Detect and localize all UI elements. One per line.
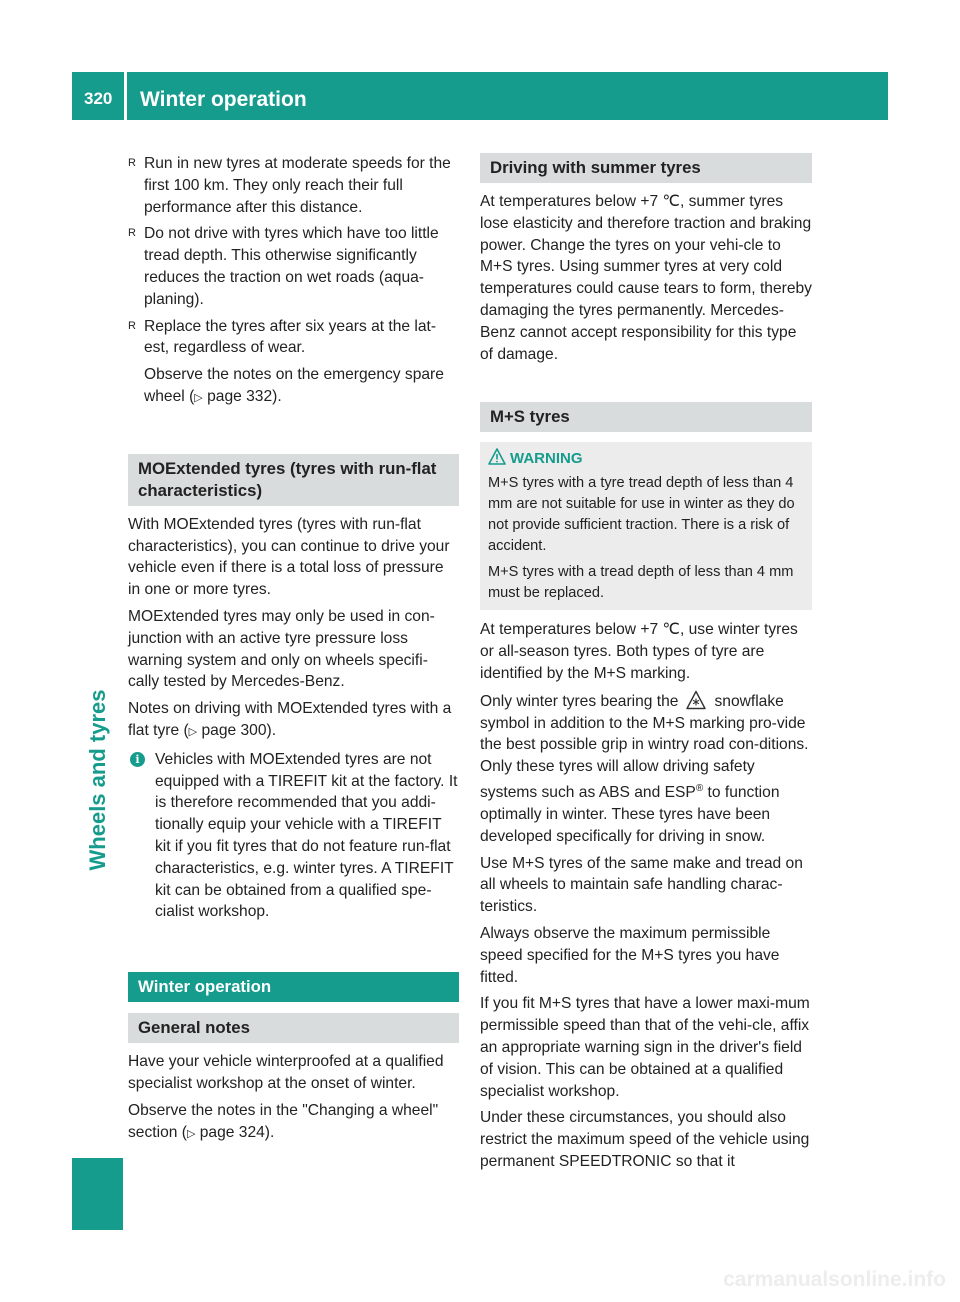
warning-header <box>488 448 804 469</box>
list-item <box>128 153 459 218</box>
bullet-text: Do not drive with tyres which have too little tread depth. This otherwise significantly reduces the traction on wet roads (aqua-planing). <box>144 225 439 308</box>
bullet-marker: R <box>128 227 136 240</box>
paragraph-text: Notes on driving with MOExtended tyres with a flat tyre ( <box>128 700 452 739</box>
section-heading-winter-operation: Winter operation <box>128 972 459 1002</box>
section-heading-ms-tyres: M+S tyres <box>480 402 812 432</box>
note-text: Observe the notes on the emergency spare wheel ( <box>144 366 444 405</box>
bullet-note <box>128 364 459 410</box>
section-heading-moextended: MOExtended tyres (tyres with run-flat characteristics) <box>128 454 459 506</box>
paragraph <box>128 1100 459 1146</box>
paragraph <box>128 698 459 744</box>
info-icon: i <box>130 752 145 767</box>
paragraph: If you fit M+S tyres that have a lower maxi-mum permissible speed than that of the vehi-cle, affix an appropriate warning sign in the driver's field of vision. This can be obtained at a qualified specialist workshop. <box>480 995 810 1100</box>
paragraph: At temperatures below +7 ℃, summer tyres lose elasticity and therefore traction and braking power. Change the tyres on your vehi-cle to M+S tyres. Using summer tyres at very cold temperatures could cause tears to form, thereby damaging the tyres permanently. Mercedes-Benz cannot accept responsibility for this type of damage. <box>480 193 812 363</box>
paragraph: At temperatures below +7 ℃, use winter tyres or all-season tyres. Both types of tyre are identified by the M+S marking. <box>480 621 798 682</box>
paragraph-text: to function optimally in winter. These tyres have been developed specifically for driving in snow. <box>480 784 780 845</box>
paragraph-suffix: ). <box>264 1123 275 1141</box>
info-text: Vehicles with MOExtended tyres are not equipped with a TIREFIT kit at the factory. It is therefore recommended that you addi-tionally equip your vehicle with a TIREFIT kit if you fit tyres that do not feature run-flat characteristics, e.g. winter tyres. A TIREFIT kit can be obtained from a qualified spe-cialist workshop. <box>155 750 458 921</box>
note-suffix: ). <box>272 387 282 405</box>
page-link[interactable]: page 300 <box>201 721 267 739</box>
paragraph-text: snowflake symbol in addition to the M+S marking pro-vide the best possible grip in wintry road con-ditions. Only these tyres will allow driving safety systems such as ABS and ESP <box>480 692 809 802</box>
page-ref-icon: ▷ <box>194 391 203 404</box>
page-ref-icon: ▷ <box>188 725 198 738</box>
registered-mark: ® <box>695 782 704 794</box>
right-column <box>480 153 812 1178</box>
side-section-title: Wheels and tyres <box>85 689 110 871</box>
paragraph <box>480 690 812 848</box>
section-heading-general-notes: General notes <box>128 1013 459 1043</box>
info-note <box>128 749 459 923</box>
paragraph-text: Observe the notes in the "Changing a wheel" section ( <box>128 1101 439 1141</box>
side-tab-marker <box>72 1158 123 1230</box>
paragraph: Use M+S tyres of the same make and tread on all wheels to maintain safe handling charac-teristics. <box>480 854 803 916</box>
page-number: 320 <box>84 89 113 108</box>
paragraph: MOExtended tyres may only be used in con-junction with an active tyre pressure loss warning system and only on wheels specifi-cally tested by Mercedes-Benz. <box>128 607 435 691</box>
bullet-text: Run in new tyres at moderate speeds for the first 100 km. They only reach their full performance after this distance. <box>144 155 451 216</box>
warning-box <box>480 442 812 610</box>
page-ref-icon: ▷ <box>186 1127 196 1140</box>
page-title: Winter operation <box>140 88 307 111</box>
warning-text: M+S tyres with a tyre tread depth of less than 4 mm are not suitable for use in winter as they do not provide sufficient traction. There is a risk of accident. <box>488 475 795 555</box>
paragraph: Under these circumstances, you should also restrict the maximum speed of the vehicle using permanent SPEEDTRONIC so that it <box>480 1109 810 1170</box>
section-heading-summer-tyres: Driving with summer tyres <box>480 153 812 183</box>
bullet-marker: R <box>128 157 136 169</box>
list-item <box>128 316 459 360</box>
warning-title: WARNING <box>510 450 583 468</box>
paragraph: With MOExtended tyres (tyres with run-flat characteristics), you can continue to drive your vehicle even if there is a total loss of pressure in one or more tyres. <box>128 515 450 599</box>
watermark: carmanualsonline.info <box>723 1268 946 1291</box>
bullet-text: Replace the tyres after six years at the lat-est, regardless of wear. <box>144 317 437 357</box>
header-divider <box>124 72 127 120</box>
page-link[interactable]: page 324 <box>199 1123 265 1141</box>
left-column <box>128 153 459 1150</box>
paragraph-text: Only winter tyres bearing the <box>480 692 679 710</box>
paragraph-suffix: ). <box>266 721 277 739</box>
page-link[interactable]: page 332 <box>207 387 273 405</box>
list-item <box>128 223 459 310</box>
bullet-marker: R <box>128 319 136 332</box>
paragraph: Always observe the maximum permissible speed specified for the M+S tyres you have fitted. <box>480 924 780 986</box>
warning-triangle-icon <box>488 448 506 465</box>
paragraph: Have your vehicle winterproofed at a qualified specialist workshop at the onset of winter. <box>128 1053 444 1092</box>
snowflake-mountain-icon <box>686 690 706 710</box>
warning-text: M+S tyres with a tread depth of less than 4 mm must be replaced. <box>488 564 794 602</box>
